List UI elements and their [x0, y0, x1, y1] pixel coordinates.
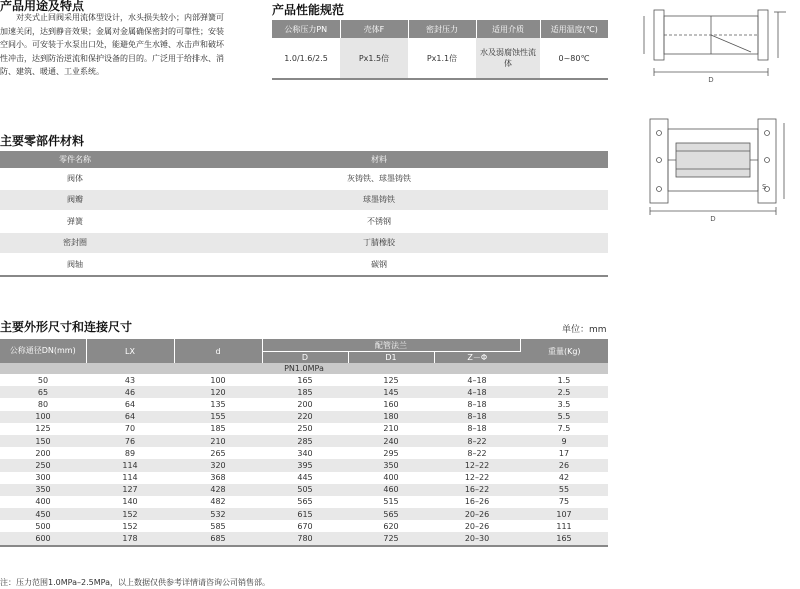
dims-cell-weight: 3.5 [520, 398, 608, 410]
dims-cell-lx: 46 [86, 386, 174, 398]
table-row [0, 435, 608, 447]
table-row [0, 532, 608, 545]
dims-cell-weight: 9 [520, 435, 608, 447]
perf-cell-seal: Px1.1倍 [408, 38, 476, 79]
dims-cell-d: 135 [174, 398, 262, 410]
section-drawing-dim-s: S [762, 183, 767, 191]
dims-header-flange-d: D [262, 352, 348, 364]
dims-cell-flange-z: 8–22 [434, 447, 520, 459]
dims-cell-dn: 200 [0, 447, 86, 459]
performance-table [272, 20, 608, 80]
dims-cell-flange-z: 8–22 [434, 435, 520, 447]
usage-line: 加速关闭，达到静音效果；金属对金属确保密封的可靠性；安装 [0, 26, 224, 36]
dims-cell-weight: 26 [520, 459, 608, 471]
dims-cell-flange-d: 505 [262, 484, 348, 496]
dims-cell-dn: 125 [0, 423, 86, 435]
dims-cell-flange-z: 20–26 [434, 520, 520, 532]
table-row [0, 459, 608, 471]
dims-header-dn: 公称通径DN(mm) [0, 339, 86, 363]
dims-cell-d: 685 [174, 532, 262, 545]
dims-cell-weight: 111 [520, 520, 608, 532]
dims-cell-dn: 350 [0, 484, 86, 496]
dims-cell-weight: 17 [520, 447, 608, 459]
dims-cell-flange-d: 200 [262, 398, 348, 410]
usage-line: 性冲击，达到防治逆流和保护设备的目的。广泛用于给排水、消 [0, 53, 224, 63]
dims-cell-dn: 50 [0, 374, 86, 386]
dims-cell-d: 210 [174, 435, 262, 447]
part-material: 球墨铸铁 [150, 189, 608, 211]
dims-cell-flange-z: 4–18 [434, 374, 520, 386]
dims-cell-weight: 42 [520, 472, 608, 484]
dims-cell-flange-z: 8–18 [434, 411, 520, 423]
part-material: 丁腈橡胶 [150, 232, 608, 254]
dims-cell-flange-z: 12–22 [434, 472, 520, 484]
dims-cell-flange-d: 445 [262, 472, 348, 484]
dims-cell-dn: 65 [0, 386, 86, 398]
dims-header-d: d [174, 339, 262, 363]
dims-cell-flange-d: 165 [262, 374, 348, 386]
performance-title: 产品性能规范 [272, 3, 345, 17]
usage-title: 产品用途及特点 [0, 0, 85, 13]
dims-cell-weight: 75 [520, 496, 608, 508]
dims-body [0, 363, 608, 546]
table-row [0, 189, 608, 211]
perf-header-pn: 公称压力PN [272, 20, 340, 38]
table-row [0, 447, 608, 459]
dims-header-flange-d1: D1 [348, 352, 434, 364]
dims-cell-flange-d: 220 [262, 411, 348, 423]
dims-cell-d: 532 [174, 508, 262, 520]
table-row [0, 411, 608, 423]
dims-cell-flange-d1: 180 [348, 411, 434, 423]
dims-cell-flange-d1: 210 [348, 423, 434, 435]
dims-cell-dn: 80 [0, 398, 86, 410]
dims-cell-lx: 89 [86, 447, 174, 459]
parts-header-material: 材料 [150, 151, 608, 168]
usage-description [0, 11, 265, 79]
table-row [0, 398, 608, 410]
part-material: 不锈钢 [150, 211, 608, 233]
table-row [0, 374, 608, 386]
dims-cell-d: 265 [174, 447, 262, 459]
dims-cell-flange-d: 250 [262, 423, 348, 435]
dims-header-weight: 重量(Kg) [520, 339, 608, 363]
usage-line: 防、建筑、暖通、工业系统。 [0, 67, 104, 76]
perf-cell-medium: 水及弱腐蚀性流体 [476, 38, 540, 79]
dims-cell-lx: 178 [86, 532, 174, 545]
dims-cell-lx: 114 [86, 459, 174, 471]
dims-cell-flange-z: 20–30 [434, 532, 520, 545]
dims-cell-dn: 300 [0, 472, 86, 484]
dims-pn-row: PN1.0MPa [0, 363, 608, 374]
dims-cell-flange-d1: 725 [348, 532, 434, 545]
usage-line: 对夹式止回阀采用流体型设计，水头损失较小；内部弹簧可 [0, 13, 224, 22]
dims-header-lx: LX [86, 339, 174, 363]
dims-cell-d: 368 [174, 472, 262, 484]
dims-cell-flange-d1: 295 [348, 447, 434, 459]
table-row [0, 211, 608, 233]
table-row [0, 484, 608, 496]
table-row [0, 472, 608, 484]
table-row [0, 168, 608, 189]
perf-cell-pn: 1.0/1.6/2.5 [272, 38, 340, 79]
dims-cell-flange-d1: 145 [348, 386, 434, 398]
dims-cell-lx: 64 [86, 411, 174, 423]
dims-cell-lx: 114 [86, 472, 174, 484]
parts-table [0, 151, 608, 277]
dims-cell-d: 428 [174, 484, 262, 496]
dims-cell-lx: 43 [86, 374, 174, 386]
table-row [0, 508, 608, 520]
table-row [0, 232, 608, 254]
dims-cell-flange-d1: 515 [348, 496, 434, 508]
dims-cell-flange-d: 340 [262, 447, 348, 459]
dims-cell-flange-d: 565 [262, 496, 348, 508]
dims-cell-flange-d: 185 [262, 386, 348, 398]
table-row [0, 254, 608, 276]
dims-cell-flange-d1: 350 [348, 459, 434, 471]
dims-cell-flange-d1: 460 [348, 484, 434, 496]
dims-cell-dn: 600 [0, 532, 86, 545]
dims-cell-flange-d1: 125 [348, 374, 434, 386]
dims-unit: 单位：mm [562, 325, 607, 335]
parts-header-name: 零件名称 [0, 151, 150, 168]
section-drawing-dim-d: D [710, 215, 716, 223]
dims-cell-flange-z: 8–18 [434, 398, 520, 410]
dims-cell-d: 100 [174, 374, 262, 386]
dims-cell-flange-d1: 400 [348, 472, 434, 484]
dims-cell-weight: 7.5 [520, 423, 608, 435]
dims-cell-dn: 100 [0, 411, 86, 423]
dims-cell-flange-z: 20–26 [434, 508, 520, 520]
dims-cell-dn: 150 [0, 435, 86, 447]
dims-cell-flange-z: 8–18 [434, 423, 520, 435]
dims-cell-weight: 2.5 [520, 386, 608, 398]
dims-header-flange-z: Z－Φ [434, 352, 520, 364]
perf-header-temp: 适用温度(℃) [540, 20, 608, 38]
dims-cell-flange-d1: 620 [348, 520, 434, 532]
table-row [0, 386, 608, 398]
perf-header-medium: 适用介质 [476, 20, 540, 38]
dims-cell-d: 185 [174, 423, 262, 435]
dims-cell-flange-d: 615 [262, 508, 348, 520]
dims-cell-lx: 127 [86, 484, 174, 496]
dimensions-table [0, 339, 608, 547]
dims-cell-dn: 500 [0, 520, 86, 532]
dims-cell-flange-d1: 160 [348, 398, 434, 410]
dims-cell-flange-z: 16–26 [434, 496, 520, 508]
dims-cell-lx: 152 [86, 508, 174, 520]
dims-cell-dn: 250 [0, 459, 86, 471]
dims-title: 主要外形尺寸和连接尺寸 [0, 320, 133, 334]
dims-cell-weight: 165 [520, 532, 608, 545]
dims-cell-flange-z: 4–18 [434, 386, 520, 398]
dims-cell-lx: 76 [86, 435, 174, 447]
perf-header-shell: 壳体F [340, 20, 408, 38]
valve-side-view-drawing [636, 2, 796, 92]
part-name: 弹簧 [0, 211, 150, 233]
part-name: 阀瓣 [0, 189, 150, 211]
dims-cell-flange-z: 12–22 [434, 459, 520, 471]
dims-cell-lx: 140 [86, 496, 174, 508]
dims-cell-d: 482 [174, 496, 262, 508]
dims-cell-weight: 1.5 [520, 374, 608, 386]
dims-cell-d: 120 [174, 386, 262, 398]
dims-cell-lx: 64 [86, 398, 174, 410]
perf-cell-temp: 0~80℃ [540, 38, 608, 79]
dims-cell-flange-d: 670 [262, 520, 348, 532]
part-material: 灰铸铁、球墨铸铁 [150, 168, 608, 189]
dims-header-flange: 配管法兰 [262, 339, 520, 352]
dims-cell-weight: 55 [520, 484, 608, 496]
dims-cell-flange-d1: 565 [348, 508, 434, 520]
dims-footnote: 注：压力范围1.0MPa–2.5MPa，以上数据仅供参考详情请咨询公司销售部。 [0, 578, 270, 587]
dims-cell-weight: 107 [520, 508, 608, 520]
dims-cell-d: 585 [174, 520, 262, 532]
perf-header-seal: 密封压力 [408, 20, 476, 38]
dims-cell-flange-d: 395 [262, 459, 348, 471]
dims-cell-dn: 400 [0, 496, 86, 508]
perf-cell-shell: Px1.5倍 [340, 38, 408, 79]
valve-section-drawing [636, 113, 796, 223]
dims-cell-flange-d1: 240 [348, 435, 434, 447]
table-row [0, 423, 608, 435]
part-material: 碳钢 [150, 254, 608, 276]
part-name: 阀轴 [0, 254, 150, 276]
dims-cell-dn: 450 [0, 508, 86, 520]
dims-cell-flange-z: 16–22 [434, 484, 520, 496]
dims-cell-d: 320 [174, 459, 262, 471]
table-row [0, 496, 608, 508]
dims-cell-weight: 5.5 [520, 411, 608, 423]
part-name: 阀体 [0, 168, 150, 189]
dims-cell-flange-d: 780 [262, 532, 348, 545]
table-row [0, 520, 608, 532]
dims-cell-d: 155 [174, 411, 262, 423]
parts-title: 主要零部件材料 [0, 134, 85, 148]
dims-cell-lx: 70 [86, 423, 174, 435]
usage-line: 空间小。可安装于水泵出口处，能避免产生水锤、水击声和破坏 [0, 40, 224, 49]
top-drawing-dim-d: D [708, 76, 714, 84]
part-name: 密封圈 [0, 232, 150, 254]
dims-cell-flange-d: 285 [262, 435, 348, 447]
dims-cell-lx: 152 [86, 520, 174, 532]
